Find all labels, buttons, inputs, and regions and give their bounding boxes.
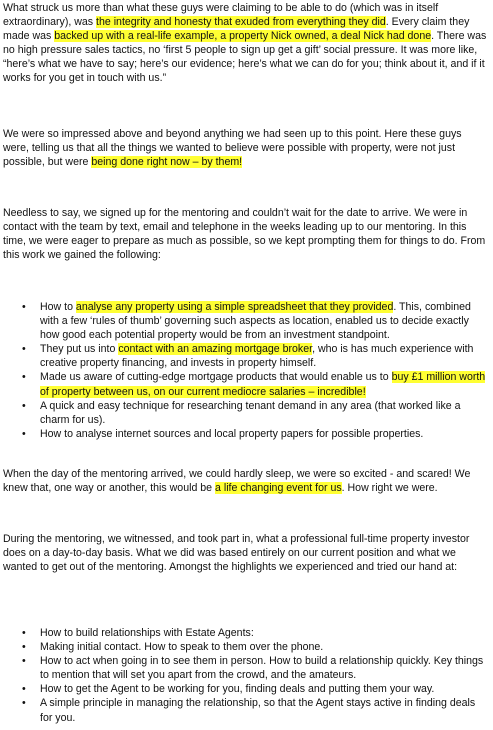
body-text: How to analyse internet sources and local property papers for possible properties. — [40, 427, 424, 440]
list-item — [3, 654, 487, 682]
body-text: Made us aware of cutting-edge mortgage products that would enable us to — [40, 371, 392, 384]
list-item — [3, 399, 487, 427]
highlighted-text: buy £1 million worth of property between us, on our current mediocre salaries – incredible! — [40, 371, 486, 398]
body-text: Needless to say, we signed up for the mentoring and couldn’t wait for the date to arrive. We were in contact with the team by text, email and telephone in the weeks leading up to our mentoring. In this time, we were eager to prepare as much as possible, so we kept prompting them for things to do. From this work we gained the following: — [3, 207, 486, 262]
body-text: During the mentoring, we witnessed, and took part in, what a professional full-time property investor does on a day-to-day basis. What we did was based entirely on our current position and what we wanted to get out of the mentoring. Amongst the highlights we experienced and tried our hand at: — [3, 533, 470, 574]
list-item — [3, 342, 487, 370]
highlighted-text: analyse any property using a simple spreadsheet that they provided — [75, 301, 394, 313]
body-text: . This, combined with a few ‘rules of thumb’ governing such aspects as location, enabled us to decide exactly how good each potential property would be from an investment standpoint. — [40, 301, 471, 342]
body-text: We were so impressed above and beyond anything we had seen up to this point. Here these guys were, telling us that all the things we wanted to believe were possible with property, were not just possible, but were — [3, 128, 462, 169]
list-item — [3, 640, 487, 654]
highlighted-text: contact with an amazing mortgage broker — [118, 343, 313, 356]
body-text: A quick and easy technique for researching tenant demand in any area (that worked like a charm for us). — [40, 399, 461, 426]
paragraph-signed-up — [3, 206, 487, 262]
body-text: How to get the Agent to be working for you, finding deals and putting them your way. — [40, 683, 435, 696]
highlighted-text: the integrity and honesty that exuded from everything they did — [96, 16, 386, 29]
highlighted-text: being done right now – by them! — [91, 156, 243, 169]
body-text: What struck us more than what these guys were claiming to be able to do (which was in itself extraordinary), was — [3, 2, 439, 29]
list-item — [3, 682, 487, 696]
body-text: . How right we were. — [341, 482, 438, 495]
highlighted-text: backed up with a real-life example, a property Nick owned, a deal Nick had done — [54, 30, 432, 43]
paragraph-claims — [3, 1, 487, 86]
body-text: How to build relationships with Estate Agents: — [40, 627, 254, 639]
paragraph-impressed — [3, 127, 487, 169]
body-text: When the day of the mentoring arrived, we could hardly sleep, we were so excited - and scared! We knew that, one way or another, this would be — [3, 468, 471, 495]
list-item — [3, 696, 487, 724]
body-text: . There was no high pressure sales tactics, no ‘first 5 people to sign up get a gift’ social pressure. It was more like, “here’s what we have to say; here’s our evidence; here’s what we can do for you; think about it, and if it works for you get in touch with us.” — [3, 30, 487, 85]
body-text: How to — [40, 301, 76, 313]
list-item — [3, 626, 487, 640]
body-text: They put us into — [40, 343, 119, 356]
highlighted-text: a life changing event for us — [215, 482, 342, 495]
body-text: How to act when going in to see them in person. How to build a relationship quickly. Key things to mention that will set you apart from the crowd, and the amateurs. — [40, 655, 484, 682]
paragraph-mentoring-day — [3, 467, 487, 495]
body-text: Making initial contact. How to speak to them over the phone. — [40, 641, 324, 654]
body-text: . Every claim they made was — [3, 16, 470, 43]
highlights-list — [3, 626, 487, 725]
preparation-list — [3, 300, 487, 441]
body-text: , who is has much experience with creative property financing, and invests in property himself. — [40, 343, 474, 370]
list-item — [3, 300, 487, 342]
list-item — [3, 427, 487, 441]
paragraph-during-mentoring — [3, 532, 487, 574]
list-item — [3, 370, 487, 398]
body-text: A simple principle in managing the relationship, so that the Agent stays active in finding deals for you. — [40, 697, 476, 724]
